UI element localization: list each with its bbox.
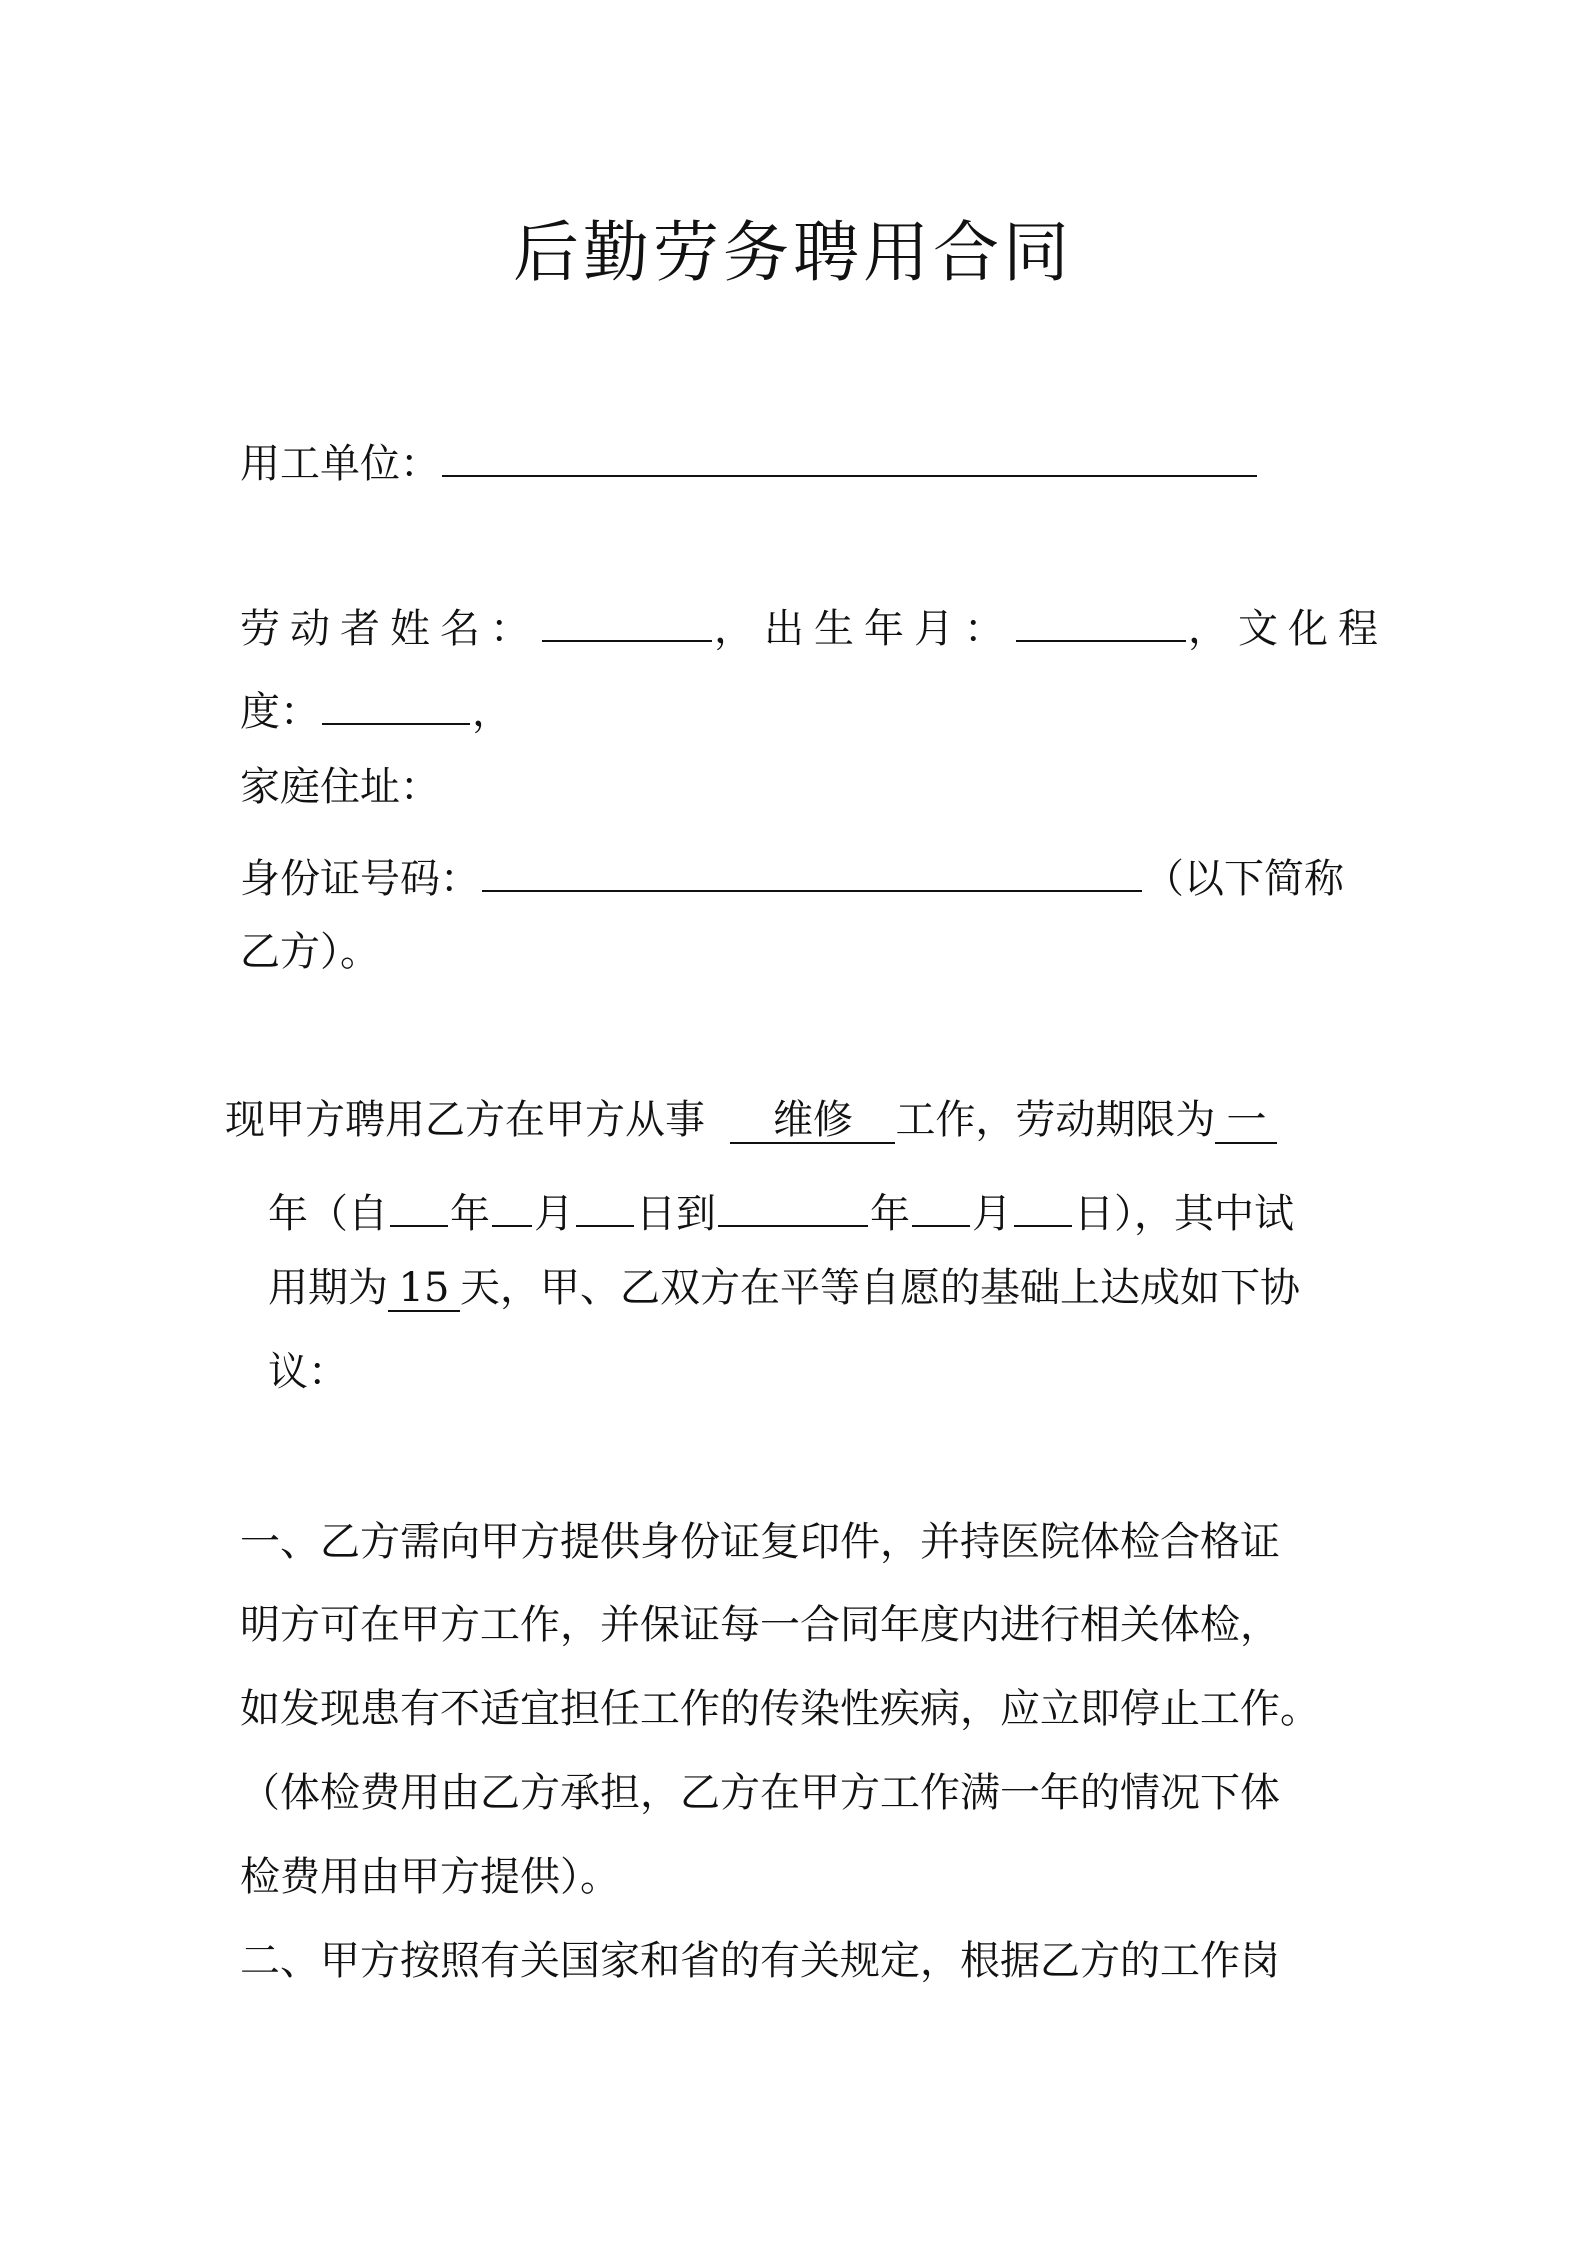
id-blank bbox=[482, 850, 1142, 892]
separator: ， bbox=[714, 606, 764, 652]
intro-text: 议： bbox=[268, 1349, 348, 1395]
worker-name-blank bbox=[542, 600, 712, 642]
end-month-blank bbox=[912, 1185, 970, 1227]
intro-text: 年（自 bbox=[268, 1191, 388, 1237]
start-day-blank bbox=[576, 1185, 634, 1227]
worker-info-line bbox=[240, 600, 1388, 652]
intro-text: 月 bbox=[534, 1191, 574, 1237]
end-day-blank bbox=[1014, 1185, 1072, 1227]
intro-text: 天，甲、乙双方在平等自愿的基础上达成如下协 bbox=[460, 1265, 1300, 1311]
probation-field: 15 bbox=[388, 1268, 460, 1312]
job-field: 维修 bbox=[730, 1100, 895, 1144]
education-line bbox=[240, 683, 512, 735]
separator: ， bbox=[472, 689, 512, 735]
separator: ， bbox=[1188, 606, 1238, 652]
address-label: 家庭住址： bbox=[240, 764, 440, 810]
intro-text: 日），其中试 bbox=[1074, 1191, 1294, 1237]
birth-blank bbox=[1016, 600, 1186, 642]
id-suffix: （以下简称 bbox=[1144, 856, 1344, 902]
education-label: 文化程 bbox=[1238, 606, 1388, 652]
birth-label: 出生年月： bbox=[764, 606, 1014, 652]
intro-line-1 bbox=[225, 1097, 1277, 1144]
id-line bbox=[240, 850, 1344, 902]
intro-text: 用期为 bbox=[268, 1265, 388, 1311]
party-b-label: 乙方）。 bbox=[240, 929, 380, 975]
intro-line-2 bbox=[268, 1185, 1294, 1237]
intro-line-4 bbox=[268, 1349, 348, 1395]
clause-line: 如发现患有不适宜担任工作的传染性疾病，应立即停止工作。 bbox=[240, 1686, 1320, 1732]
employer-label: 用工单位： bbox=[240, 441, 440, 487]
employer-blank bbox=[442, 435, 1257, 477]
clause-line: （体检费用由乙方承担，乙方在甲方工作满一年的情况下体 bbox=[240, 1770, 1280, 1816]
clause-line: 明方可在甲方工作，并保证每一合同年度内进行相关体检， bbox=[240, 1602, 1280, 1648]
party-b-line bbox=[240, 929, 380, 975]
worker-name-label: 劳动者姓名： bbox=[240, 606, 540, 652]
start-year-blank bbox=[390, 1185, 448, 1227]
intro-line-3 bbox=[268, 1265, 1300, 1312]
address-line bbox=[240, 764, 440, 810]
intro-text: 日到 bbox=[636, 1191, 716, 1237]
education-label-cont: 度： bbox=[240, 689, 320, 735]
clause-line: 检费用由甲方提供）。 bbox=[240, 1854, 620, 1900]
id-label: 身份证号码： bbox=[240, 856, 480, 902]
intro-text: 工作，劳动期限为 bbox=[895, 1097, 1216, 1143]
document-title: 后勤劳务聘用合同 bbox=[513, 214, 1073, 291]
intro-text: 年 bbox=[870, 1191, 910, 1237]
intro-text: 年 bbox=[450, 1191, 490, 1237]
employer-line bbox=[240, 435, 1259, 487]
intro-text: 现甲方聘用乙方在甲方从事 bbox=[225, 1097, 705, 1143]
clause-line: 二、甲方按照有关国家和省的有关规定，根据乙方的工作岗 bbox=[240, 1938, 1280, 1984]
clause-line: 一、乙方需向甲方提供身份证复印件，并持医院体检合格证 bbox=[240, 1519, 1280, 1565]
intro-text: 月 bbox=[972, 1191, 1012, 1237]
start-month-blank bbox=[492, 1185, 532, 1227]
end-year-blank bbox=[718, 1185, 868, 1227]
education-blank bbox=[322, 683, 470, 725]
term-field: 一 bbox=[1215, 1100, 1277, 1144]
